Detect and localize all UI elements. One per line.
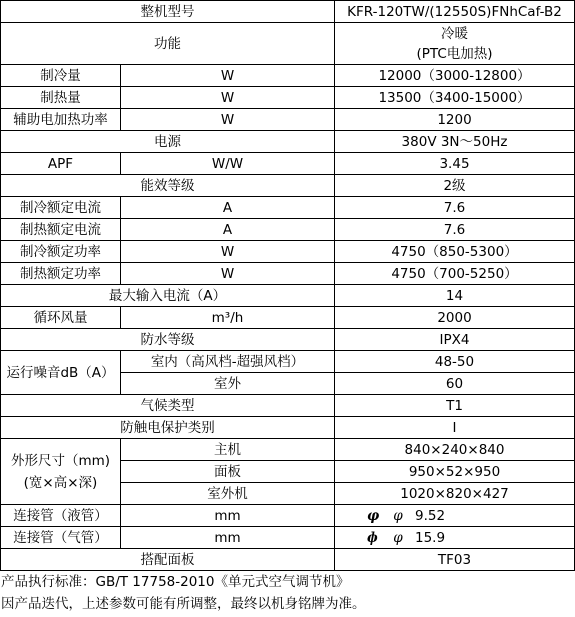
power-supply-row: [1, 131, 575, 153]
noise-indoor-row: [1, 351, 575, 373]
dimensions-label-line2: (宽×高×深): [23, 474, 98, 491]
diameter-symbol-icon: φ: [367, 507, 380, 524]
airflow-label: 循环风量: [1, 307, 121, 329]
airflow-value: 2000: [335, 307, 575, 329]
apf-label: APF: [1, 153, 121, 175]
heating-current-row: [1, 219, 575, 241]
cooling-capacity-row: [1, 65, 575, 87]
noise-label: 运行噪音dB（A）: [1, 351, 121, 395]
function-row: [1, 23, 575, 65]
disclaimer-note: 因产品迭代，上述参数可能有所调整，最终以机身铭牌为准。: [1, 596, 366, 612]
waterproof-value: IPX4: [335, 329, 575, 351]
dimension-item-label: 室外机: [121, 483, 335, 505]
power-value: 380V 3N～50Hz: [335, 131, 575, 153]
row-label: 制冷量: [1, 65, 121, 87]
waterproof-label: 防水等级: [1, 329, 335, 351]
dimension-main-row: [1, 439, 575, 461]
pipe-unit: mm: [121, 527, 335, 549]
shock-value: I: [335, 417, 575, 439]
row-label: 制冷额定电流: [1, 197, 121, 219]
pipe-value-cell: [335, 505, 575, 527]
efficiency-value: 2级: [335, 175, 575, 197]
row-value: 4750（850-5300）: [335, 241, 575, 263]
dimensions-label: [1, 439, 121, 505]
noise-outdoor-value: 60: [335, 373, 575, 395]
row-value: 7.6: [335, 219, 575, 241]
climate-row: [1, 395, 575, 417]
pipe-label: 连接管（液管）: [1, 505, 121, 527]
dimension-item-label: 面板: [121, 461, 335, 483]
row-unit: A: [121, 197, 335, 219]
row-unit: W: [121, 109, 335, 131]
cooling-current-row: [1, 197, 575, 219]
climate-label: 气候类型: [1, 395, 335, 417]
row-value: 13500（3400-15000）: [335, 87, 575, 109]
dimension-item-value: 950×52×950: [335, 461, 575, 483]
apf-unit: W/W: [121, 153, 335, 175]
dimensions-label-line1: 外形尺寸（mm): [10, 452, 111, 469]
liquid-pipe-row: [1, 505, 575, 527]
pipe-value: 15.9: [415, 529, 446, 546]
shock-protection-row: [1, 417, 575, 439]
aux-heater-row: [1, 109, 575, 131]
airflow-unit: m³/h: [121, 307, 335, 329]
dimension-item-value: 1020×820×427: [335, 483, 575, 505]
max-current-value: 14: [335, 285, 575, 307]
row-label: 辅助电加热功率: [1, 109, 121, 131]
model-value: KFR-120TW/(12550S)FNhCaf-B2: [335, 1, 575, 23]
panel-label: 搭配面板: [1, 549, 335, 571]
row-unit: W: [121, 87, 335, 109]
diameter-symbol-icon: φ: [393, 507, 403, 524]
pipe-unit: mm: [121, 505, 335, 527]
cooling-power-row: [1, 241, 575, 263]
row-label: 制热额定功率: [1, 263, 121, 285]
efficiency-row: [1, 175, 575, 197]
model-label: 整机型号: [1, 1, 335, 23]
max-current-row: [1, 285, 575, 307]
dimension-item-value: 840×240×840: [335, 439, 575, 461]
pipe-value-cell: [335, 527, 575, 549]
noise-indoor-value: 48-50: [335, 351, 575, 373]
airflow-row: [1, 307, 575, 329]
row-unit: A: [121, 219, 335, 241]
row-value: 7.6: [335, 197, 575, 219]
apf-row: [1, 153, 575, 175]
row-unit: W: [121, 65, 335, 87]
heating-power-row: [1, 263, 575, 285]
dimension-item-label: 主机: [121, 439, 335, 461]
waterproof-row: [1, 329, 575, 351]
apf-value: 3.45: [335, 153, 575, 175]
climate-value: T1: [335, 395, 575, 417]
row-value: 4750（700-5250）: [335, 263, 575, 285]
gas-pipe-row: [1, 527, 575, 549]
noise-outdoor-label: 室外: [121, 373, 335, 395]
row-label: 制冷额定功率: [1, 241, 121, 263]
function-label: 功能: [1, 23, 335, 65]
function-value: [335, 23, 575, 65]
row-value: 12000（3000-12800）: [335, 65, 575, 87]
heating-capacity-row: [1, 87, 575, 109]
function-value-line2: (PTC电加热): [416, 45, 493, 62]
standard-note: 产品执行标准：GB/T 17758-2010《单元式空气调节机》: [1, 574, 350, 590]
panel-row: [1, 549, 575, 571]
power-label: 电源: [1, 131, 335, 153]
row-unit: W: [121, 241, 335, 263]
efficiency-label: 能效等级: [1, 175, 335, 197]
diameter-symbol-icon: φ: [393, 529, 403, 546]
panel-value: TF03: [335, 549, 575, 571]
shock-label: 防触电保护类别: [1, 417, 335, 439]
noise-indoor-label: 室内（高风档-超强风档）: [121, 351, 335, 373]
diameter-symbol-icon: ɸ: [367, 529, 378, 546]
model-row: [1, 1, 575, 23]
row-label: 制热量: [1, 87, 121, 109]
function-value-line1: 冷暖: [441, 25, 468, 42]
pipe-label: 连接管（气管）: [1, 527, 121, 549]
row-unit: W: [121, 263, 335, 285]
pipe-value: 9.52: [415, 507, 446, 524]
row-label: 制热额定电流: [1, 219, 121, 241]
max-current-label: 最大输入电流（A）: [1, 285, 335, 307]
row-value: 1200: [335, 109, 575, 131]
